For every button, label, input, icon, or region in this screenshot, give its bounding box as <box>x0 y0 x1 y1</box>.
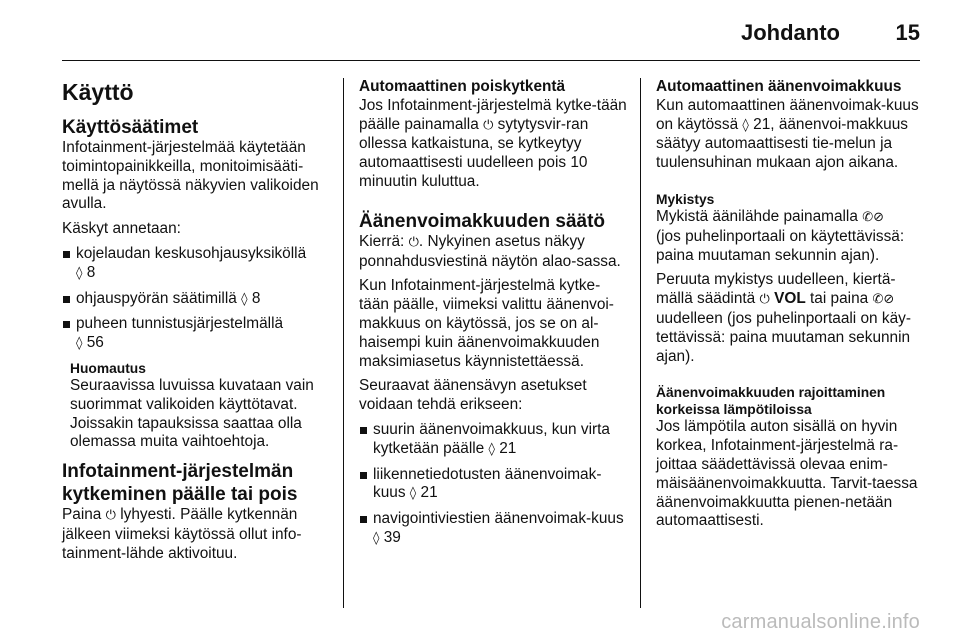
page-reference-icon: ◊ <box>241 291 248 307</box>
heading-controls: Käyttösäätimet <box>62 117 199 138</box>
unmute-text: Peruuta mykistys uudelleen, kiertä-mällä säädintä ⏻ VOL tai paina ✆⊘ uudelleen (jos puhelinportaali on käy-tettävissä: paina muutaman sekunnin ajan). <box>656 271 911 365</box>
command-list <box>62 245 330 354</box>
column-3 <box>656 78 926 537</box>
heading-mute: Mykistys <box>656 191 715 207</box>
section-title: Käyttö <box>62 79 134 105</box>
page-ref[interactable]: 8 <box>251 289 261 307</box>
bullet-icon <box>360 427 367 434</box>
page-number: 15 <box>895 20 920 45</box>
column-divider <box>343 78 344 608</box>
page-ref[interactable]: 21 <box>753 115 771 133</box>
heading-volume: Äänenvoimakkuuden säätö <box>359 210 606 232</box>
note-text: Seuraavissa luvuissa kuvataan vain suorimmat valikoiden käyttötavat. Joissakin tapauksissa saattaa olla olemassa muita vaihtoehtoja. <box>70 376 314 451</box>
controls-text: Infotainment-järjestelmää käytetään toimintopainikkeilla, monitoimisääti-mellä ja näytössä näkyvien valikoiden avulla. <box>62 139 319 213</box>
list-item: navigointiviestien äänenvoimak-kuus ◊ 39 <box>359 510 627 549</box>
tone-list <box>359 421 627 549</box>
heading-power: Infotainment-järjestelmän kytkeminen päälle tai pois <box>62 461 298 506</box>
bullet-icon <box>360 472 367 479</box>
list-item: suurin äänenvoimakkuus, kun virta kytketään päälle ◊ 21 <box>359 421 627 460</box>
page-ref[interactable]: 39 <box>383 528 401 546</box>
page-ref[interactable]: 56 <box>86 334 104 352</box>
list-item: puheen tunnistusjärjestelmällä ◊ 56 <box>62 315 330 354</box>
power-icon: ⏻ <box>408 234 419 250</box>
bullet-icon <box>63 296 70 303</box>
power-icon: ⏻ <box>483 117 494 133</box>
list-item: liikennetiedotusten äänenvoimak-kuus ◊ 21 <box>359 466 627 505</box>
power-icon: ⏻ <box>759 292 770 308</box>
auto-off-text: Jos Infotainment-järjestelmä kytke-tään päälle painamalla ⏻ sytytysvir-ran ollessa katkaistuna, se kytkeytyy automaattisesti uudelleen pois 10 minuutin kuluttua. <box>359 96 627 190</box>
column-2 <box>359 78 627 555</box>
note-box <box>70 360 330 452</box>
power-icon: ⏻ <box>105 508 116 524</box>
page-reference-icon: ◊ <box>76 265 83 281</box>
page-ref[interactable]: 21 <box>499 439 517 457</box>
heading-auto-volume: Automaattinen äänenvoimakkuus <box>656 78 902 95</box>
column-1 <box>62 78 330 570</box>
page-reference-icon: ◊ <box>76 336 83 352</box>
mute-phone-icon: ✆⊘ <box>862 209 884 225</box>
list-item: ohjauspyörän säätimillä ◊ 8 <box>62 290 330 310</box>
list-item: kojelaudan keskusohjausyksiköllä ◊ 8 <box>62 245 330 284</box>
bullet-icon <box>63 251 70 258</box>
mute-text: Mykistä äänilähde painamalla ✆⊘ (jos puhelinportaali on käytettävissä: paina muutaman sekunnin ajan). <box>656 207 905 264</box>
page-reference-icon: ◊ <box>373 530 380 546</box>
watermark: carmanualsonline.info <box>721 611 920 633</box>
volume-text-2: Kun Infotainment-järjestelmä kytke-tään päälle, viimeksi valittu äänenvoi-makkuus on käytössä, jos se on al-haisempi kuin äänenvoimakkuuden maksimiasetus käynnistettäessä. <box>359 277 614 370</box>
page-reference-icon: ◊ <box>409 486 417 502</box>
page-reference-icon: ◊ <box>488 441 495 457</box>
column-divider <box>640 78 641 608</box>
heading-temperature-limit: Äänenvoimakkuuden rajoittaminen korkeissa lämpötiloissa <box>656 385 886 418</box>
note-title: Huomautus <box>70 360 146 376</box>
commands-intro: Käskyt annetaan: <box>62 220 181 238</box>
volume-text: Kierrä: ⏻. Nykyinen asetus näkyy ponnahdusviestinä näytön alao-sassa. <box>359 232 621 270</box>
page-ref[interactable]: 21 <box>420 484 438 502</box>
power-text: Paina ⏻ lyhyesti. Päälle kytkennän jälkeen viimeksi käytössä ollut info-tainment-lähde aktivoituu. <box>62 506 302 562</box>
page-ref[interactable]: 8 <box>86 263 96 281</box>
mute-phone-icon: ✆⊘ <box>872 292 895 308</box>
auto-volume-text: Kun automaattinen äänenvoimak-kuus on käytössä ◊ 21, äänenvoi-makkuus säätyy automaattisesti tie-melun ja tuulensuhinan mukaan ajon aikana. <box>656 96 919 172</box>
bullet-icon <box>360 516 367 523</box>
section-name: Johdanto <box>741 20 840 45</box>
bullet-icon <box>63 321 70 328</box>
page-header <box>62 12 920 61</box>
temperature-limit-text: Jos lämpötila auton sisällä on hyvin korkea, Infotainment-järjestelmä ra-joittaa säädettävissä olevaa enim-mäisäänenvoimakkuutta. Tarvit-taessa äänenvoimakkuutta pienen-netään automaattisesti. <box>656 418 918 530</box>
page-reference-icon: ◊ <box>742 117 749 133</box>
tone-intro: Seuraavat äänensävyn asetukset voidaan tehdä erikseen: <box>359 377 587 414</box>
heading-auto-off: Automaattinen poiskytkentä <box>359 78 566 95</box>
